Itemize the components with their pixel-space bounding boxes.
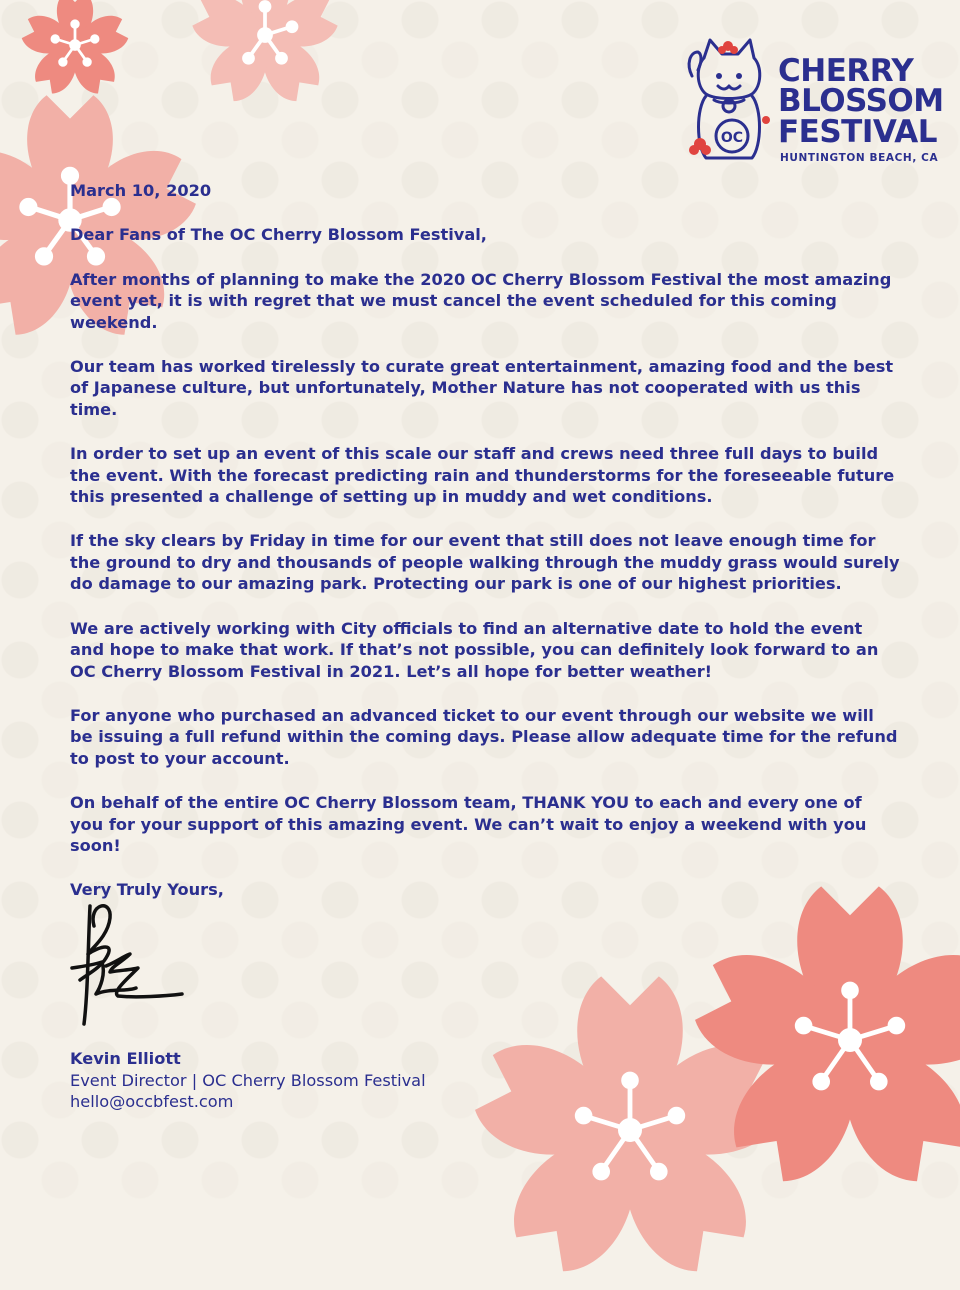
letter-salutation: Dear Fans of The OC Cherry Blossom Festival, — [70, 225, 487, 245]
signer-title: Event Director | OC Cherry Blossom Festival — [70, 1070, 426, 1090]
letter-paragraph: After months of planning to make the 2020 OC Cherry Blossom Festival the most amazing event yet, it is with regret that we must cancel the event scheduled for this coming weekend. — [70, 269, 892, 332]
cherry-blossom-icon — [690, 880, 960, 1200]
lucky-cat-icon — [682, 36, 774, 170]
logo-badge-text: OC — [720, 130, 744, 146]
letter-paragraph: Our team has worked tirelessly to curate great entertainment, amazing food and the best of Japanese culture, but unfortunately, Mother Nature has not cooperated with us this time. — [70, 357, 894, 419]
letter-paragraph: If the sky clears by Friday in time for our event that still does not leave enough time for the ground to dry and thousands of people walking through the muddy grass would surely do damage to our amazing park. Protecting our park is one of our highest priorities. — [70, 531, 900, 594]
logo-location: HUNTINGTON BEACH, CA — [780, 152, 939, 165]
letter-paragraph: We are actively working with City officials to find an alternative date to hold the event and hope to make that work. If that’s not possible, you can definitely look forward to an OC Cherry Blossom Festival in 2021. Let’s all hope for better weather! — [70, 618, 879, 681]
signoff-block — [70, 1048, 426, 1113]
cherry-blossom-icon — [20, 0, 130, 100]
signer-name: Kevin Elliott — [70, 1049, 181, 1068]
logo-wordmark — [778, 53, 944, 165]
signature-image — [66, 896, 186, 1036]
festival-logo — [682, 36, 944, 176]
letter-closing: Very Truly Yours, — [70, 880, 224, 900]
logo-line-1: CHERRY — [778, 53, 914, 89]
letter-paragraph: On behalf of the entire OC Cherry Blossom team, THANK YOU to each and every one of you for your support of this amazing event. We can’t wait to enjoy a weekend with you soon! — [70, 793, 867, 855]
letter-paragraph: For anyone who purchased an advanced ticket to our event through our website we will be issuing a full refund within the coming days. Please allow adequate time for the refund to post to your account. — [70, 705, 898, 768]
letter-body — [70, 180, 900, 924]
logo-line-2: BLOSSOM — [778, 83, 944, 120]
letter-paragraph: In order to set up an event of this scale our staff and crews need three full days to build the event. With the forecast predicting rain and thunderstorms for the foreseeable future this presented a challenge of setting up in muddy and wet conditions. — [70, 444, 895, 507]
signer-email[interactable]: hello@occbfest.com — [70, 1092, 234, 1112]
cherry-blossom-icon — [190, 0, 340, 110]
logo-line-3: FESTIVAL — [778, 113, 937, 150]
letter-date: March 10, 2020 — [70, 181, 212, 200]
